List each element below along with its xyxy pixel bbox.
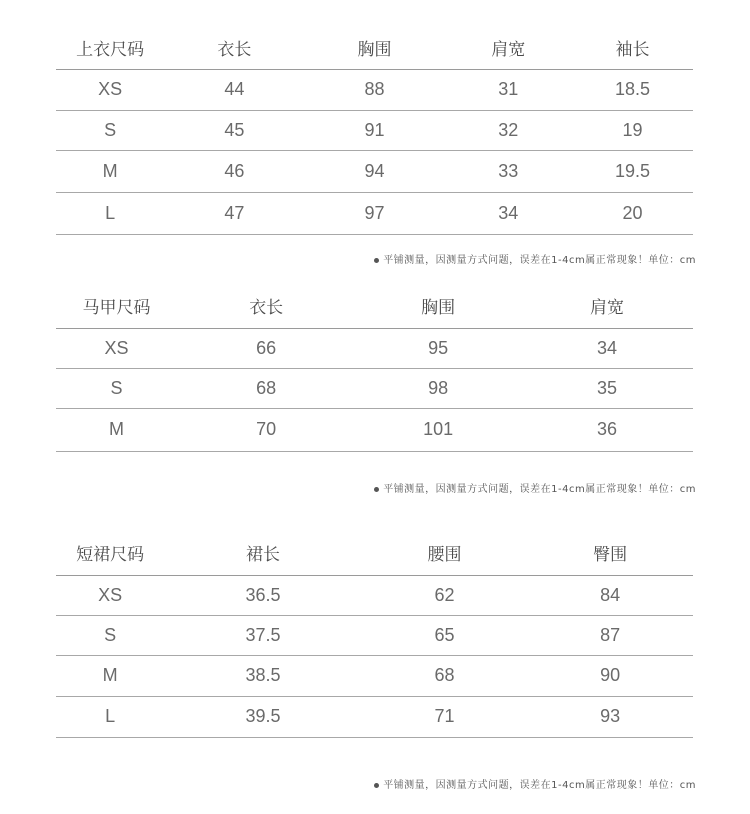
cell-value: 68 — [362, 655, 528, 696]
cell-value: 93 — [527, 696, 693, 737]
cell-value: 91 — [304, 110, 444, 150]
cell-value: 65 — [362, 615, 528, 655]
size-table — [56, 531, 693, 738]
cell-value: 36.5 — [164, 575, 361, 615]
cell-value: 33 — [445, 150, 572, 192]
cell-value: 68 — [177, 368, 355, 408]
table-row — [56, 696, 693, 737]
cell-value: 98 — [355, 368, 521, 408]
cell-value: 44 — [164, 69, 304, 110]
table-row — [56, 655, 693, 696]
cell-value: 45 — [164, 110, 304, 150]
measurement-note — [374, 480, 696, 495]
cell-value: 34 — [521, 328, 693, 368]
cell-size: M — [56, 408, 177, 451]
size-table — [56, 26, 693, 235]
table-row — [56, 150, 693, 192]
cell-value: 47 — [164, 192, 304, 234]
bullet-icon — [374, 783, 379, 788]
header-waist: 腰围 — [362, 531, 528, 575]
cell-value: 84 — [527, 575, 693, 615]
cell-value: 31 — [445, 69, 572, 110]
measurement-note — [374, 251, 696, 266]
cell-size: M — [56, 150, 164, 192]
cell-value: 66 — [177, 328, 355, 368]
cell-value: 90 — [527, 655, 693, 696]
table-header-row — [56, 283, 693, 328]
note-text: 平铺测量，因测量方式问题，误差在1-4cm属正常现象！单位：cm — [383, 780, 696, 791]
cell-value: 19.5 — [572, 150, 693, 192]
header-bust: 胸围 — [304, 26, 444, 69]
table-row — [56, 110, 693, 150]
header-length: 衣长 — [177, 283, 355, 328]
cell-value: 95 — [355, 328, 521, 368]
header-size: 短裙尺码 — [56, 531, 164, 575]
cell-value: 36 — [521, 408, 693, 451]
cell-value: 70 — [177, 408, 355, 451]
cell-value: 19 — [572, 110, 693, 150]
skirt-size-table — [56, 531, 693, 738]
bullet-icon — [374, 487, 379, 492]
cell-value: 46 — [164, 150, 304, 192]
cell-value: 38.5 — [164, 655, 361, 696]
cell-size: M — [56, 655, 164, 696]
header-bust: 胸围 — [355, 283, 521, 328]
cell-value: 94 — [304, 150, 444, 192]
size-table — [56, 283, 693, 452]
header-hip: 臀围 — [527, 531, 693, 575]
table-row — [56, 328, 693, 368]
header-shoulder: 肩宽 — [521, 283, 693, 328]
cell-value: 18.5 — [572, 69, 693, 110]
cell-value: 62 — [362, 575, 528, 615]
cell-value: 101 — [355, 408, 521, 451]
table-row — [56, 69, 693, 110]
table-header-row — [56, 26, 693, 69]
measurement-note — [374, 776, 696, 791]
header-length: 裙长 — [164, 531, 361, 575]
cell-value: 97 — [304, 192, 444, 234]
cell-value: 35 — [521, 368, 693, 408]
header-length: 衣长 — [164, 26, 304, 69]
cell-value: 87 — [527, 615, 693, 655]
table-row — [56, 192, 693, 234]
cell-size: XS — [56, 575, 164, 615]
cell-value: 39.5 — [164, 696, 361, 737]
table-row — [56, 615, 693, 655]
cell-value: 88 — [304, 69, 444, 110]
cell-value: 34 — [445, 192, 572, 234]
header-sleeve: 袖长 — [572, 26, 693, 69]
cell-value: 20 — [572, 192, 693, 234]
table-row — [56, 575, 693, 615]
table-header-row — [56, 531, 693, 575]
cell-value: 71 — [362, 696, 528, 737]
cell-value: 32 — [445, 110, 572, 150]
cell-size: XS — [56, 69, 164, 110]
header-size: 马甲尺码 — [56, 283, 177, 328]
cell-size: S — [56, 368, 177, 408]
cell-size: L — [56, 192, 164, 234]
vest-size-table — [56, 283, 693, 452]
header-size: 上衣尺码 — [56, 26, 164, 69]
cell-size: L — [56, 696, 164, 737]
cell-size: XS — [56, 328, 177, 368]
header-shoulder: 肩宽 — [445, 26, 572, 69]
table-row — [56, 408, 693, 451]
note-text: 平铺测量，因测量方式问题，误差在1-4cm属正常现象！单位：cm — [383, 255, 696, 266]
cell-size: S — [56, 110, 164, 150]
table-row — [56, 368, 693, 408]
top-size-table — [56, 26, 693, 235]
bullet-icon — [374, 258, 379, 263]
note-text: 平铺测量，因测量方式问题，误差在1-4cm属正常现象！单位：cm — [383, 484, 696, 495]
cell-size: S — [56, 615, 164, 655]
cell-value: 37.5 — [164, 615, 361, 655]
